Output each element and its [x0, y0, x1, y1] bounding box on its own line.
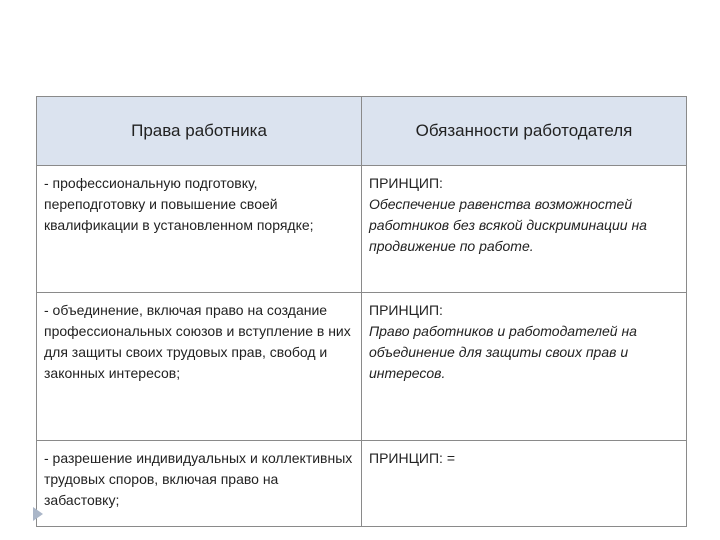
- table-row: [37, 293, 687, 441]
- principle-cell: [362, 166, 687, 293]
- table-row: [37, 166, 687, 293]
- principle-label: ПРИНЦИП:: [369, 175, 443, 191]
- rights-duties-table: [36, 96, 687, 527]
- principle-label: ПРИНЦИП:: [369, 302, 443, 318]
- right-cell: - профессиональную подготовку, переподготовку и повышение своей квалификации в установленном порядке;: [37, 166, 362, 293]
- principle-label: ПРИНЦИП: =: [369, 450, 456, 466]
- header-employer-duties: Обязанности работодателя: [362, 97, 687, 166]
- header-employee-rights: Права работника: [37, 97, 362, 166]
- table-row: [37, 441, 687, 527]
- right-cell: - разрешение индивидуальных и коллективных трудовых споров, включая право на забастовку;: [37, 441, 362, 527]
- table-header-row: [37, 97, 687, 166]
- triangle-bullet-icon: [33, 507, 43, 521]
- principle-text: Обеспечение равенства возможностей работников без всякой дискриминации на продвижение по работе.: [369, 196, 647, 254]
- principle-cell: [362, 293, 687, 441]
- right-cell: - объединение, включая право на создание профессиональных союзов и вступление в них для защиты своих трудовых прав, свобод и законных интересов;: [37, 293, 362, 441]
- principle-text: Право работников и работодателей на объединение для защиты своих прав и интересов.: [369, 323, 637, 381]
- principle-cell: [362, 441, 687, 527]
